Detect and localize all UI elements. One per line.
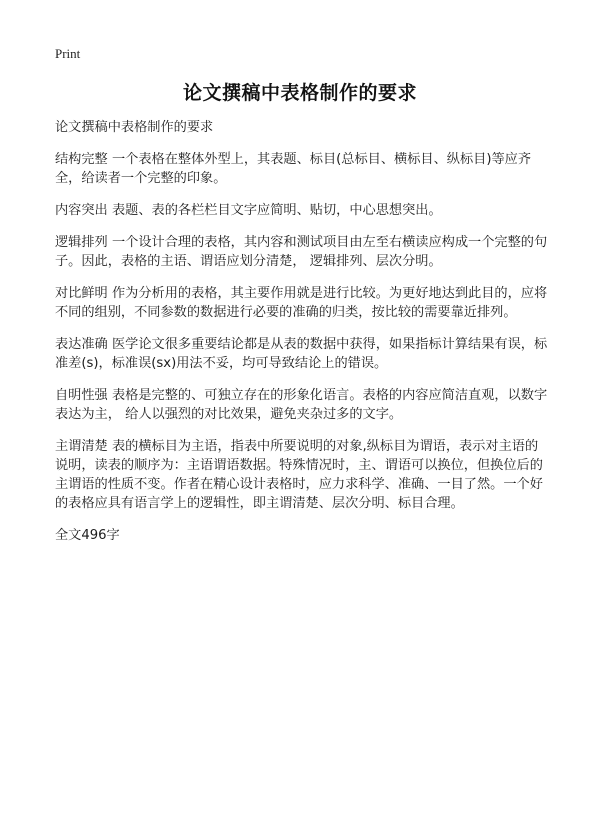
document-body [55,118,550,545]
paragraph-content: 内容突出 表题、表的各栏栏目文字应简明、贴切，中心思想突出。 [55,203,442,218]
paragraph-self-explanatory: 自明性强 表格是完整的、可独立存在的形象化语言。表格的内容应简洁直观，以数字表达为主， 给人以强烈的对比效果，避免夹杂过多的文字。 [55,388,548,422]
paragraph-contrast: 对比鲜明 作为分析用的表格，其主要作用就是进行比较。为更好地达到此目的，应将不同的组别，不同参数的数据进行必要的准确的归类，按比较的需要靠近排列。 [55,286,548,320]
paragraph-logic: 逻辑排列 一个设计合理的表格，其内容和测试项目由左至右横读应构成一个完整的句子。因此，表格的主语、谓语应划分清楚， 逻辑排列、层次分明。 [55,235,548,269]
paragraph-accuracy: 表达准确 医学论文很多重要结论都是从表的数据中获得，如果指标计算结果有误，标准差(s)，标准误(sx)用法不妥，均可导致结论上的错误。 [55,337,548,371]
paragraph-structure: 结构完整 一个表格在整体外型上，其表题、标目(总标目、横标目、纵标目)等应齐全，给读者一个完整的印象。 [55,152,532,186]
paragraph-subtitle: 论文撰稿中表格制作的要求 [55,120,214,135]
print-label: Print [55,46,81,61]
document-title: 论文撰稿中表格制作的要求 [182,82,417,104]
paragraph-subject-predicate: 主谓清楚 表的横标目为主语，指表中所要说明的对象,纵标目为谓语，表示对主语的说明，读表的顺序为：主语谓语数据。特殊情况时，主、谓语可以换位，但换位后的主谓语的性质不变。作者在精心设计表格时，应力求科学、准确、一目了然。一个好的表格应具有语言学上的逻辑性，即主谓清楚、层次分明、标目合理。 [55,439,543,511]
word-count: 全文496字 [55,528,120,543]
